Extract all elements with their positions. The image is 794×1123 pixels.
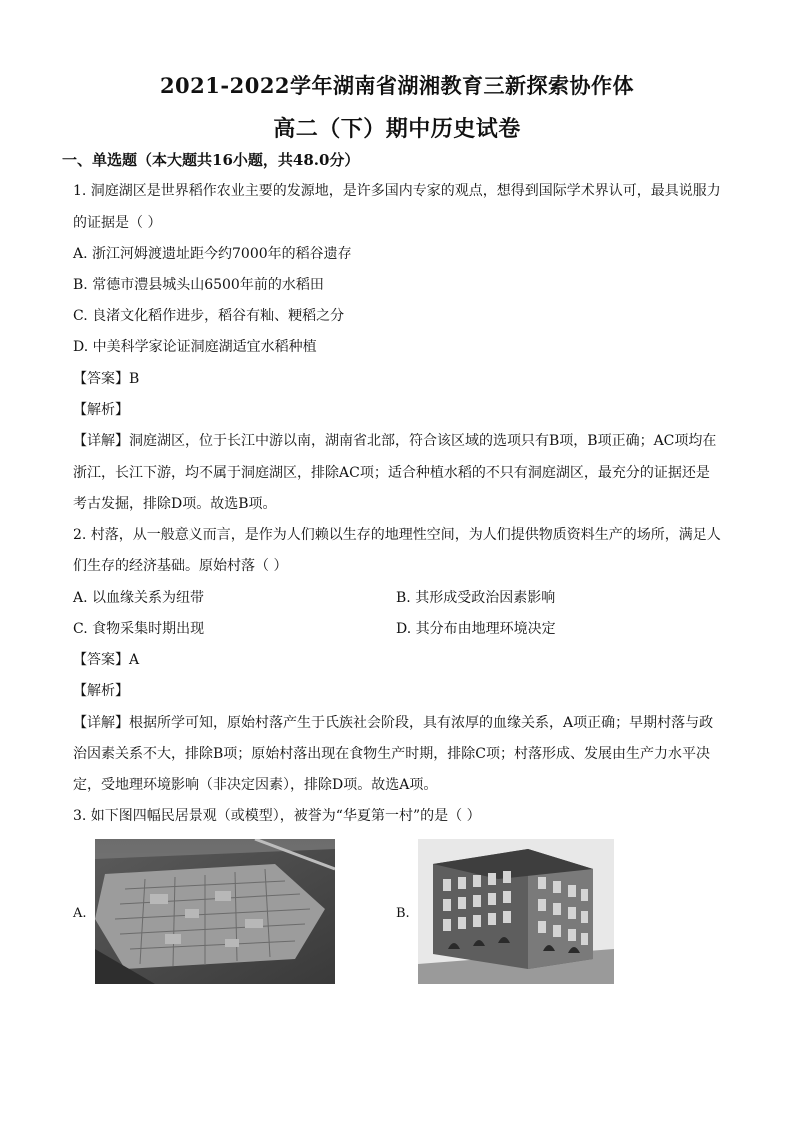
q1-detail-line3: 考古发掘，排除D项。故选B项。 [73,496,277,512]
title-line-2: 高二（下）期中历史试卷 [273,116,521,142]
q1-option-b: B. 常德市澧县城头山6500年前的水稻田 [73,277,324,293]
q2-stem-line2: 们生存的经济基础。原始村落（ ） [73,558,288,574]
q1-detail-line2: 浙江，长江下游，均不属于洞庭湖区，排除AC项；适合种植水稻的不只有洞庭湖区，最充分的证据还是 [73,465,710,481]
q1-detail-line1: 【详解】洞庭湖区，位于长江中游以南，湖南省北部，符合该区域的选项只有B项，B项正确；AC项均在 [73,433,717,449]
q1-analysis-label: 【解析】 [73,402,129,418]
q3-stem-line1: 3. 如下图四幅民居景观（或模型），被誉为“华夏第一村”的是（ ） [73,808,481,824]
q3-image-b [418,839,614,984]
q3-label-a: A. [73,906,87,921]
q2-answer: 【答案】A [73,652,140,668]
section-heading: 一、单选题（本大题共16小题，共48.0分） [62,151,360,169]
q1-option-c: C. 良渚文化稻作进步，稻谷有籼、粳稻之分 [73,308,345,324]
q1-answer: 【答案】B [73,371,140,387]
q2-option-b: B. 其形成受政治因素影响 [396,590,556,606]
q2-detail-line3: 定，受地理环境影响（非决定因素），排除D项。故选A项。 [73,777,438,793]
q2-option-c: C. 食物采集时期出现 [73,621,205,637]
q1-stem-line1: 1. 洞庭湖区是世界稻作农业主要的发源地，是许多国内专家的观点，想得到国际学术界认可，最具说服力 [73,183,721,199]
q3-image-a [95,839,335,984]
q1-stem-line2: 的证据是（ ） [73,215,162,231]
q2-detail-line2: 治因素关系不大，排除B项；原始村落出现在食物生产时期，排除C项；村落形成、发展由生产力水平决 [73,746,710,762]
q1-option-d: D. 中美科学家论证洞庭湖适宜水稻种植 [73,339,317,355]
q3-label-b: B. [396,906,410,921]
q2-option-d: D. 其分布由地理环境决定 [396,621,556,637]
q2-stem-line1: 2. 村落，从一般意义而言，是作为人们赖以生存的地理性空间，为人们提供物质资料生产的场所，满足人 [73,527,721,543]
q1-option-a: A. 浙江河姆渡遗址距今约7000年的稻谷遗存 [73,246,352,262]
q2-analysis-label: 【解析】 [73,683,129,699]
title-line-1: 2021-2022学年湖南省湖湘教育三新探索协作体 [159,73,635,98]
q2-option-a: A. 以血缘关系为纽带 [73,590,205,606]
q2-detail-line1: 【详解】根据所学可知，原始村落产生于氏族社会阶段，具有浓厚的血缘关系，A项正确；早期村落与政 [73,715,714,731]
